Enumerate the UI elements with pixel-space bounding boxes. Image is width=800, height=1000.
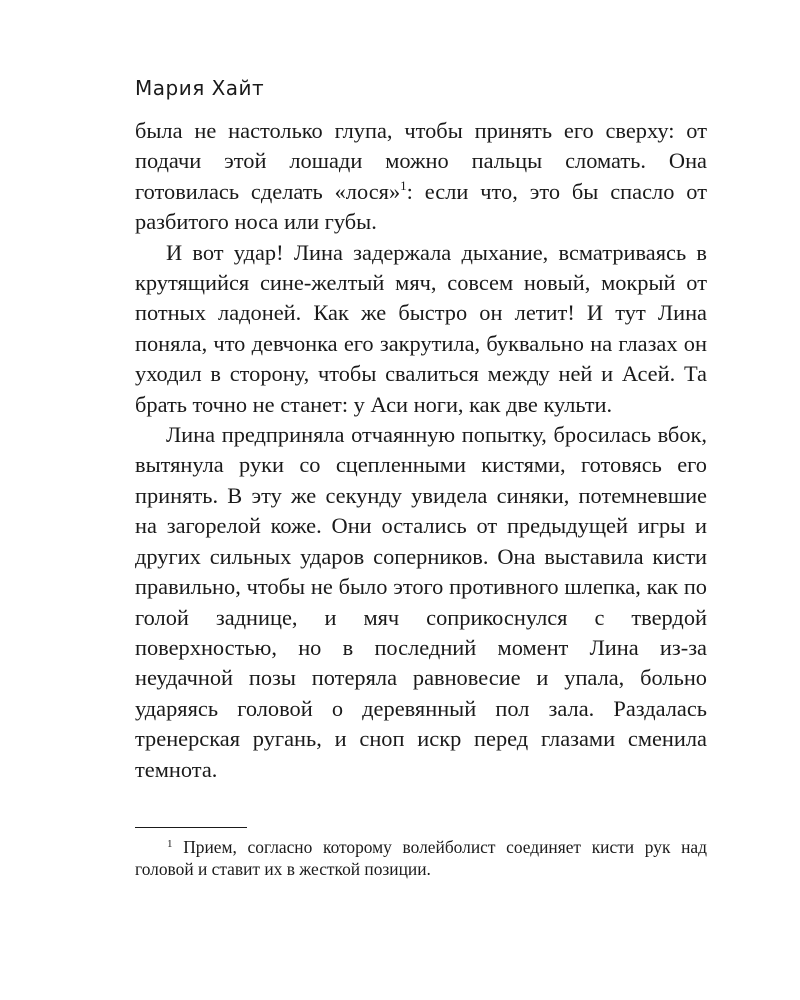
footnote-marker: 1 [167,838,173,850]
running-head-author: Мария Хайт [135,76,265,100]
footnote-reference[interactable]: 1 [400,177,407,193]
paragraph-1-text: была не настолько глупа, чтобы принять его сверху: от подачи этой лошади можно пальцы сломать. Она готовилась сделать «лося» [135,118,707,204]
paragraph-2: И вот удар! Лина задержала дыхание, всматриваясь в крутящийся сине-желтый мяч, совсем новый, мокрый от потных ладоней. Как же быстро он летит! И тут Лина поняла, что девчонка его закрутила, буквально на глазах он уходил в сторону, чтобы свалиться между ней и Асей. Та брать точно не станет: у Аси ноги, как две культи. [135,239,707,417]
body-text [135,116,707,785]
footnote [135,836,707,880]
paragraph-3: Лина предприняла отчаянную попытку, бросилась вбок, вытянула руки со сцепленными кистями, готовясь его принять. В эту же секунду увидела синяки, потемневшие на загорелой коже. Они остались от предыдущей игры и других сильных ударов соперников. Она выставила кисти правильно, чтобы не было этого противного шлепка, как по голой заднице, и мяч соприкоснулся с твердой поверхностью, но в последний момент Лина из-за неудачной позы потеряла равновесие и упала, больно ударяясь головой о деревянный пол зала. Раздалась тренерская ругань, и сноп искр перед глазами сменила темнота. [135,422,707,782]
footnote-divider [135,827,247,828]
paragraph-1-text-end: : если что, это бы спасло от разбитого носа или губы. [135,178,707,235]
footnote-text: Прием, согласно которому волейболист соединяет кисти рук над головой и ставит их в жесткой позиции. [135,837,707,879]
paragraph-1 [135,116,707,238]
